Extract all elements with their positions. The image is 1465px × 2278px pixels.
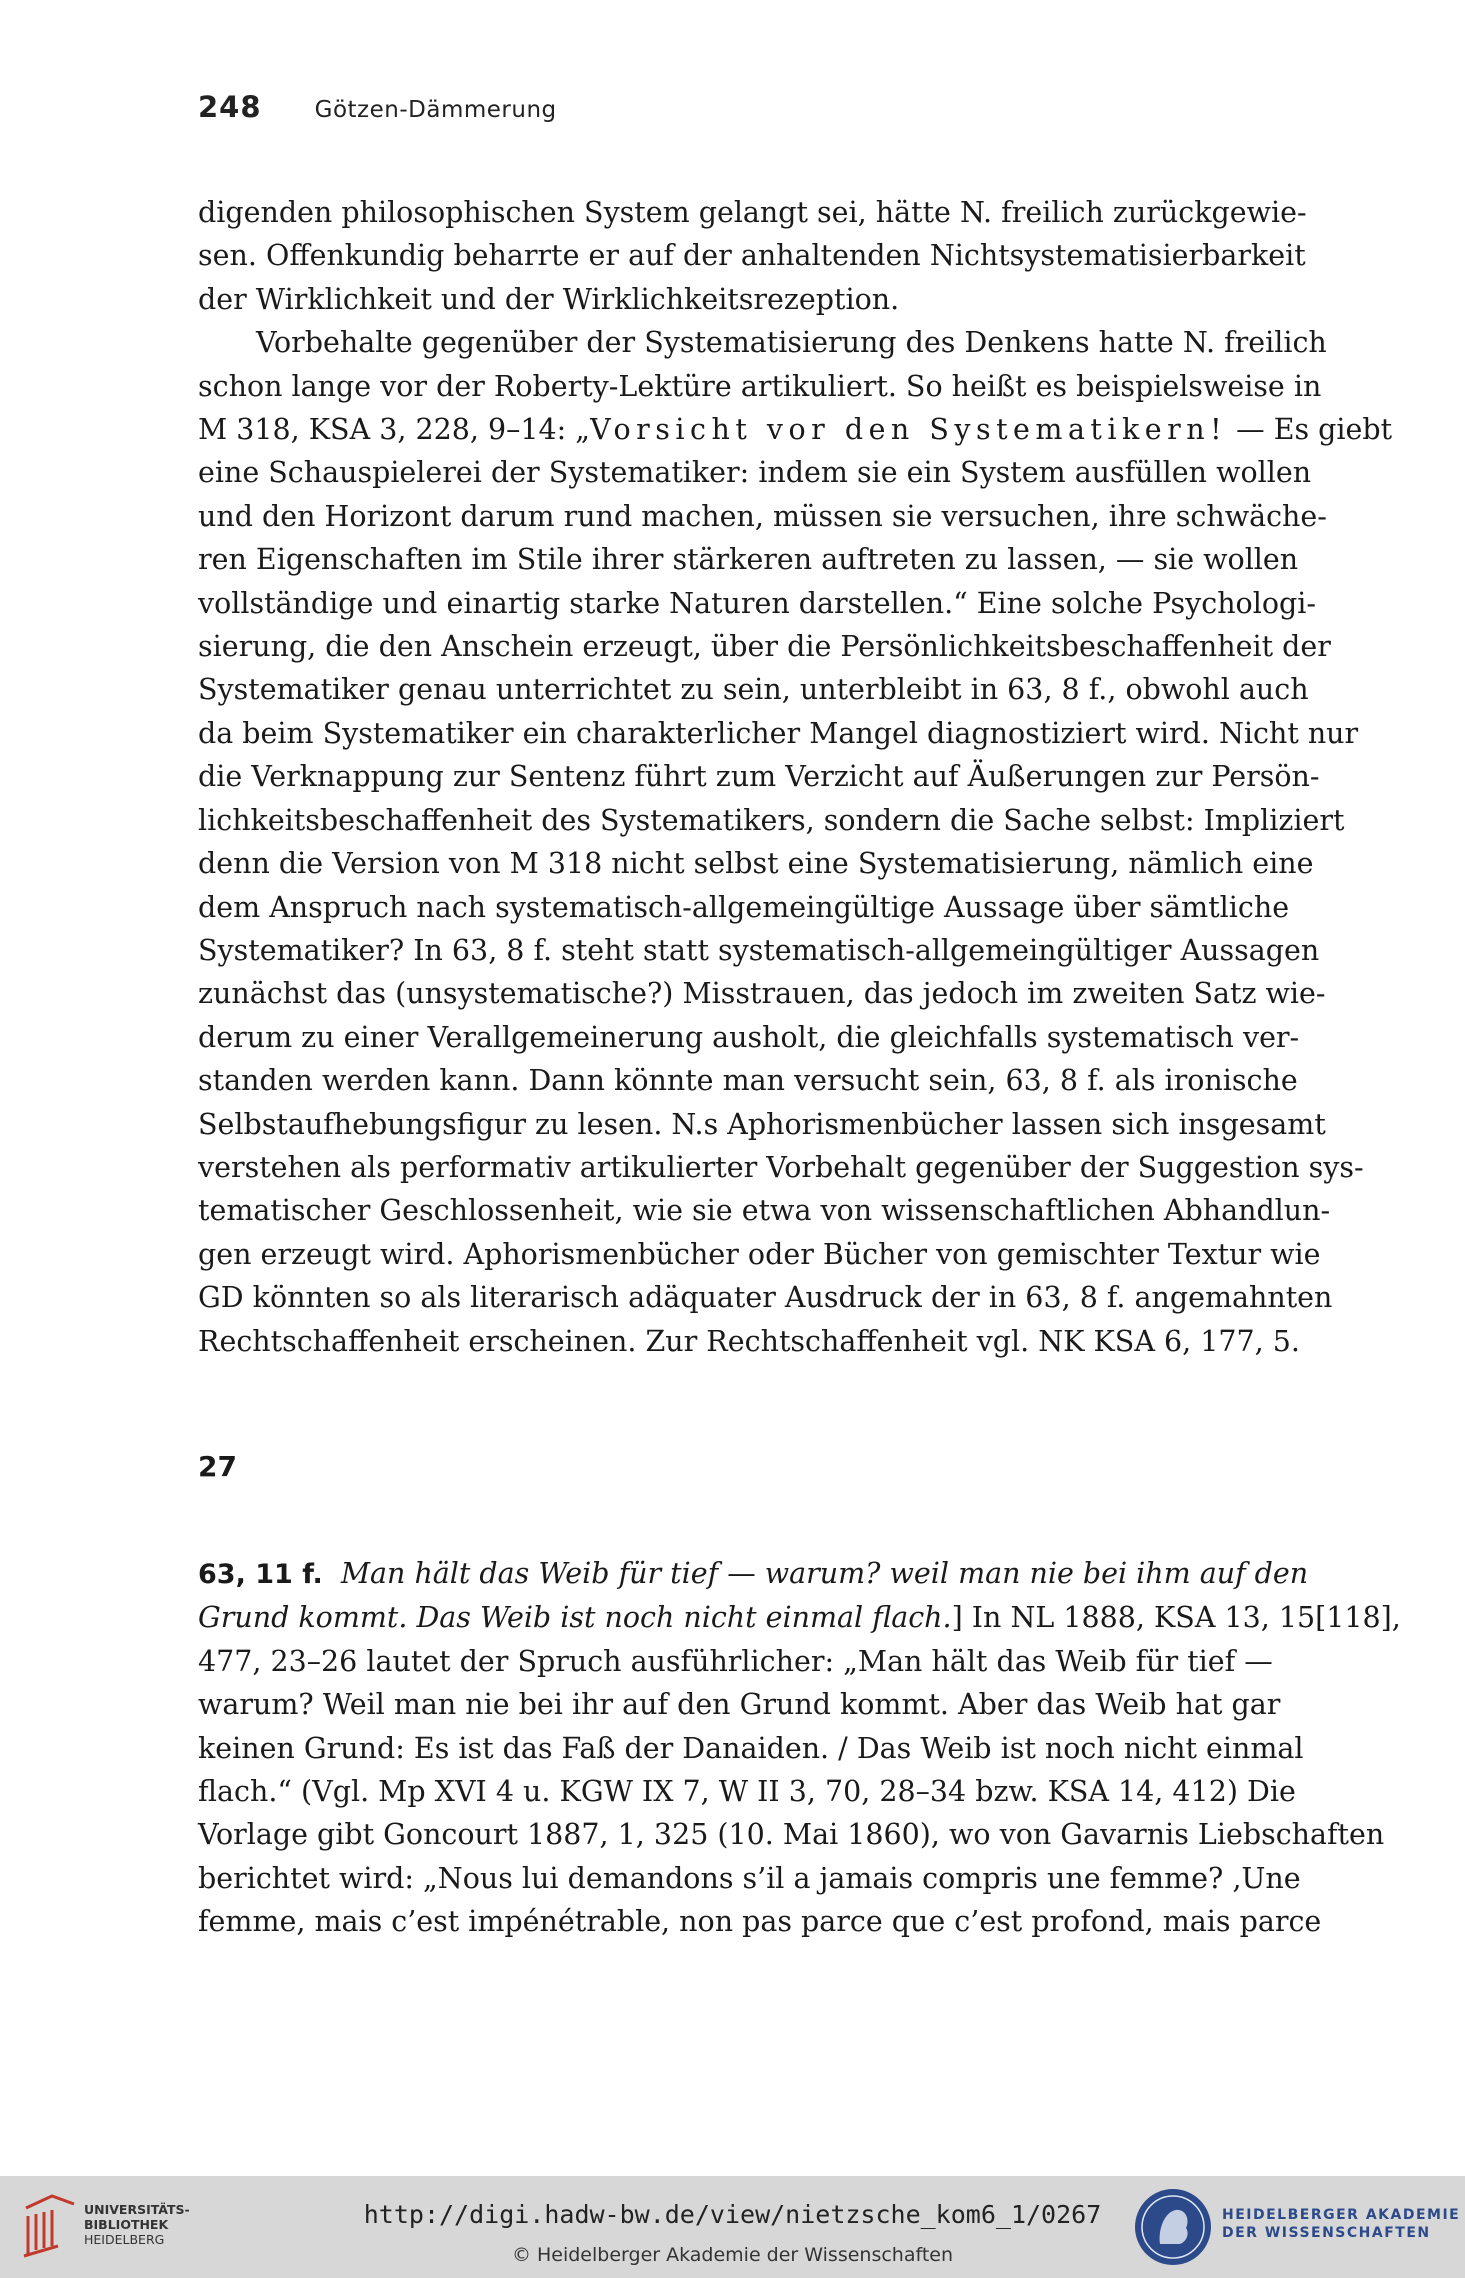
text-line: dem Anspruch nach systematisch-allgemeingültige Aussage über sämtliche	[198, 890, 1290, 924]
text-line: gen erzeugt wird. Aphorismenbücher oder Bücher von gemischter Textur wie	[198, 1237, 1321, 1271]
text-line: GD könnten so als literarisch adäquater Ausdruck der in 63, 8 f. angemahnten	[198, 1281, 1333, 1315]
text-line: und den Horizont darum rund machen, müssen sie versuchen, ihre schwäche-	[198, 499, 1327, 533]
paragraph	[198, 1552, 1401, 1944]
text-line: zunächst das (unsystematische?) Misstrauen, das jedoch im zweiten Satz wie-	[198, 977, 1326, 1011]
text-line	[198, 1596, 1401, 1639]
text-line: warum? Weil man nie bei ihr auf den Grund kommt. Aber das Weib hat gar	[198, 1688, 1281, 1722]
text-line: standen werden kann. Dann könnte man versucht sein, 63, 8 f. als ironische	[198, 1064, 1298, 1098]
text-line: femme, mais c’est impénétrable, non pas parce que c’est profond, mais parce	[198, 1905, 1322, 1939]
text-line: lichkeitsbeschaffenheit des Systematikers, sondern die Sache selbst: Impliziert	[198, 803, 1345, 837]
running-header	[198, 90, 557, 124]
text-line: tematischer Geschlossenheit, wie sie etwa von wissenschaftlichen Abhandlun-	[198, 1194, 1331, 1228]
text-line: Systematiker genau unterrichtet zu sein, unterbleibt in 63, 8 f., obwohl auch	[198, 673, 1309, 707]
text-line: Vorlage gibt Goncourt 1887, 1, 325 (10. Mai 1860), wo von Gavarnis Liebschaften	[198, 1818, 1385, 1852]
citation-text: M 318, KSA 3, 228, 9–14: „	[198, 413, 591, 447]
text-line: sierung, die den Anschein erzeugt, über die Persönlichkeitsbeschaffenheit der	[198, 630, 1331, 664]
commentary-text: ] In NL 1888, KSA 13, 15[118],	[951, 1601, 1401, 1635]
library-line: UNIVERSITÄTS-	[84, 2202, 190, 2217]
footer-bar	[0, 2176, 1465, 2278]
text-line: Vorbehalte gegenüber der Systematisierung des Denkens hatte N. freilich	[256, 326, 1327, 360]
lemma-reference: 63, 11 f.	[198, 1559, 323, 1590]
text-line: denn die Version von M 318 nicht selbst eine Systematisierung, nämlich eine	[198, 847, 1314, 881]
text-line	[198, 1552, 1309, 1596]
text-line	[198, 408, 1393, 451]
copyright-notice: © Heidelberger Akademie der Wissenschaften	[511, 2244, 954, 2266]
academy-name	[1222, 2206, 1460, 2242]
text-line: sen. Offenkundig beharrte er auf der anhaltenden Nichtsystematisierbarkeit	[198, 239, 1306, 273]
lemma-text: Man hält das Weib für tief — warum? weil man nie bei ihm auf den	[340, 1557, 1309, 1590]
text-line: keinen Grund: Es ist das Faß der Danaiden. / Das Weib ist noch nicht einmal	[198, 1731, 1304, 1765]
text-line: da beim Systematiker ein charakterlicher Mangel diagnostiziert wird. Nicht nur	[198, 716, 1359, 750]
text-line: Selbstaufhebungsfigur zu lesen. N.s Aphorismenbücher lassen sich insgesamt	[198, 1107, 1326, 1141]
paragraph	[198, 191, 1307, 321]
text-line: der Wirklichkeit und der Wirklichkeitsrezeption.	[198, 282, 900, 316]
quote-continuation: — Es giebt	[1227, 413, 1393, 447]
paragraph	[198, 321, 1393, 1363]
text-line: digenden philosophischen System gelangt sei, hätte N. freilich zurückgewie-	[198, 196, 1307, 229]
text-line: flach.“ (Vgl. Mp XVI 4 u. KGW IX 7, W II 3, 70, 28–34 bzw. KSA 14, 412) Die	[198, 1775, 1296, 1809]
text-line: Rechtschaffenheit erscheinen. Zur Rechtschaffenheit vgl. NK KSA 6, 177, 5.	[198, 1324, 1300, 1358]
text-line: 477, 23–26 lautet der Spruch ausführlicher: „Man hält das Weib für tief —	[198, 1644, 1273, 1678]
body-text	[198, 191, 1393, 1363]
lemma-text: Grund kommt. Das Weib ist noch nicht einmal flach.	[198, 1601, 952, 1635]
running-title: Götzen-Dämmerung	[314, 97, 557, 123]
academy-line: DER WISSENSCHAFTEN	[1222, 2225, 1431, 2241]
library-line: BIBLIOTHEK	[84, 2217, 169, 2232]
academy-line: HEIDELBERGER AKADEMIE	[1222, 2207, 1461, 2223]
text-line: berichtet wird: „Nous lui demandons s’il a jamais compris une femme? ‚Une	[198, 1861, 1301, 1895]
source-url-link[interactable]: http://digi.hadw-bw.de/view/nietzsche_kom6_1/0267	[363, 2200, 1102, 2229]
text-line: verstehen als performativ artikulierter Vorbehalt gegenüber der Suggestion sys-	[198, 1150, 1364, 1184]
page-number: 248	[198, 90, 262, 124]
academy-seal-icon	[1132, 2186, 1214, 2268]
text-line: eine Schauspielerei der Systematiker: indem sie ein System ausfüllen wollen	[198, 456, 1312, 490]
text-line: Systematiker? In 63, 8 f. steht statt systematisch-allgemeingültiger Aussagen	[198, 933, 1320, 967]
spaced-quote: Vorsicht vor den Systematikern!	[590, 413, 1228, 447]
commentary-entry	[198, 1552, 1401, 1944]
section-number: 27	[198, 1450, 237, 1483]
library-line: HEIDELBERG	[84, 2232, 165, 2247]
text-line: derum zu einer Verallgemeinerung ausholt, die gleichfalls systematisch ver-	[198, 1020, 1300, 1054]
text-line: ren Eigenschaften im Stile ihrer stärkeren auftreten zu lassen, — sie wollen	[198, 543, 1299, 577]
text-line: vollständige und einartig starke Naturen darstellen.“ Eine solche Psychologi-	[198, 586, 1316, 620]
text-line: schon lange vor der Roberty-Lektüre artikuliert. So heißt es beispielsweise in	[198, 369, 1322, 403]
text-line: die Verknappung zur Sentenz führt zum Verzicht auf Äußerungen zur Persön-	[198, 760, 1320, 794]
